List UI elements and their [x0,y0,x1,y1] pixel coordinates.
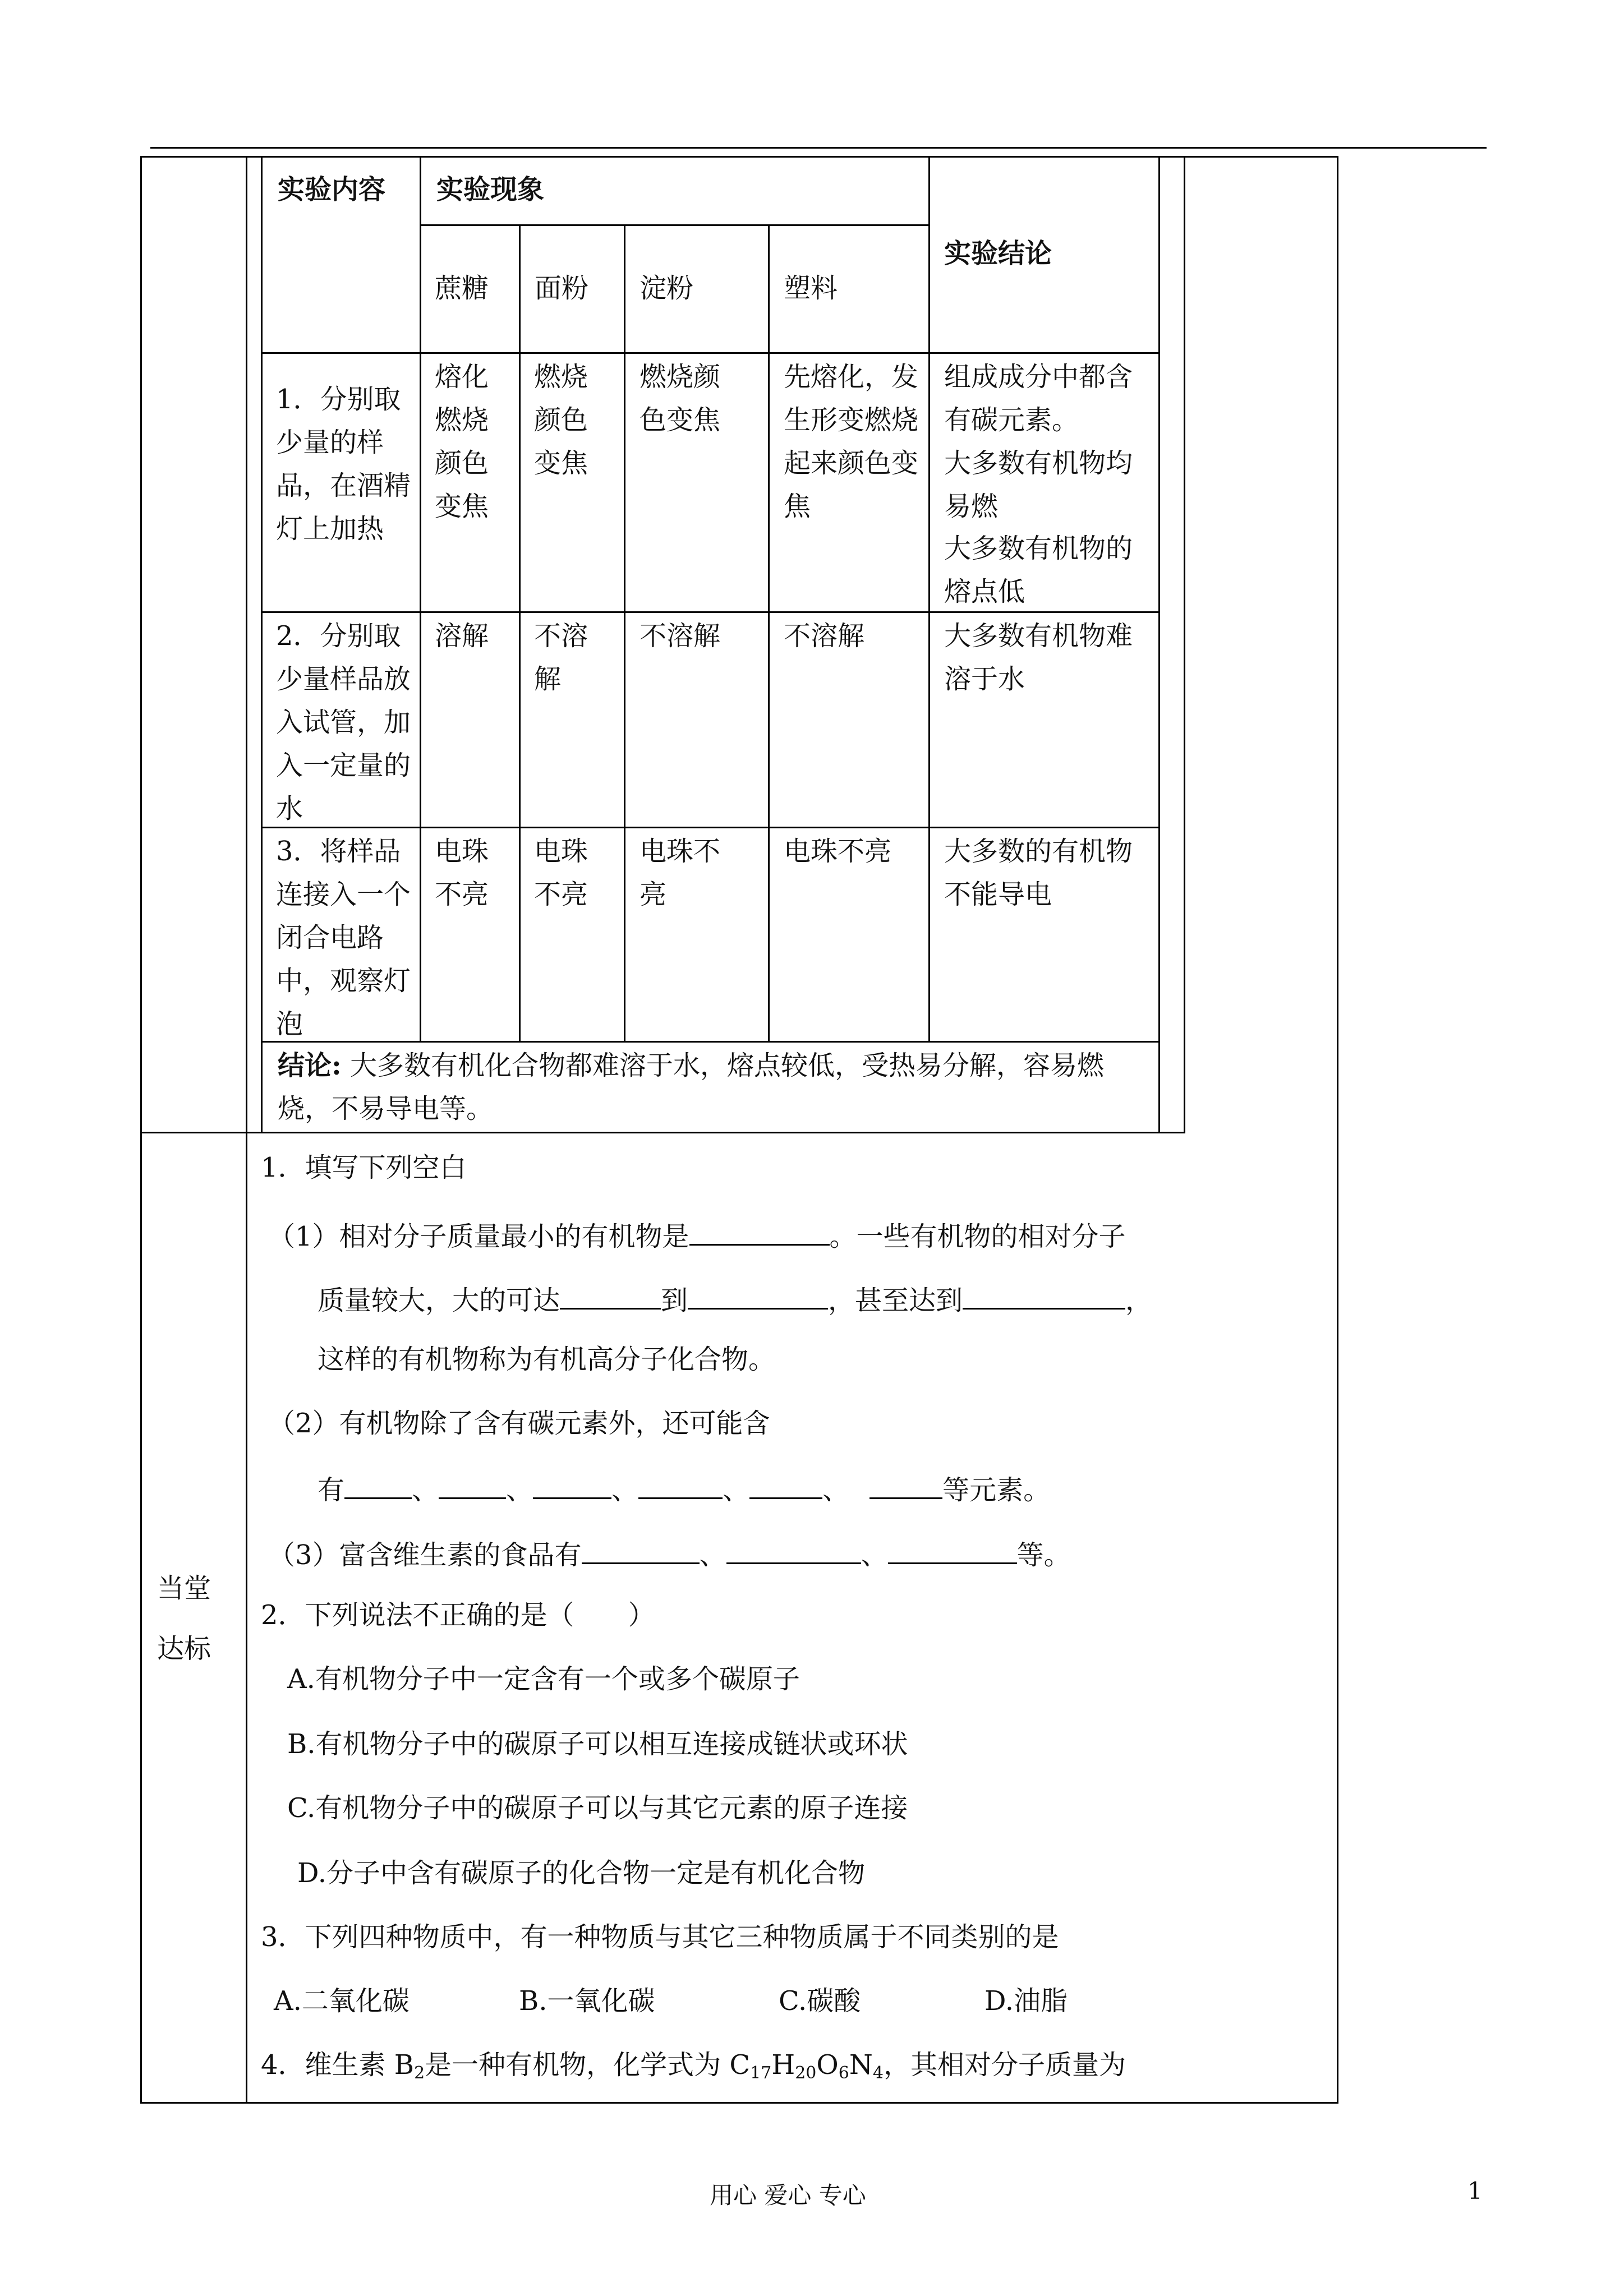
section-label-2: 达标 [157,1633,211,1665]
separator: 、 [611,1474,639,1506]
answer-blank[interactable] [638,1465,723,1499]
q4-sub-h20: 20 [795,2063,817,2083]
q4-text-n: N [849,2049,873,2081]
q4-text-end: ，其相对分子质量为 [883,2049,1126,2081]
row1-content: 1．分别取少量的样品，在酒精灯上加热 [276,384,411,545]
page-number: 1 [1467,2177,1483,2205]
answer-blank[interactable] [560,1275,661,1310]
q2-option-a: A.有机物分子中一定含有一个或多个碳原子 [287,1663,800,1695]
q4-sub-o6: 6 [838,2063,849,2083]
q1-3-text-a: （3）富含维生素的食品有 [268,1539,582,1571]
row1-sucrose: 熔化燃烧颜色变焦 [435,361,489,522]
q2-option-c: C.有机物分子中的碳原子可以与其它元素的原子连接 [287,1792,908,1824]
q4-line [261,2044,1126,2095]
answer-blank[interactable] [869,1465,942,1499]
q1-1-text-c: 质量较大，大的可达 [318,1285,560,1316]
q1-2-text-b: 有 [318,1474,345,1506]
q2-option-d: D.分子中含有碳原子的化合物一定是有机化合物 [297,1857,866,1889]
header-content: 实验内容 [278,174,386,205]
summary-text: 大多数有机化合物都难溶于水，熔点较低，受热易分解，容易燃烧，不易导电等。 [278,1050,1105,1124]
q1-1-text-a: （1）相对分子质量最小的有机物是 [268,1221,689,1252]
q4-sub-c17: 17 [750,2063,772,2083]
q4-text-c: 是一种有机物，化学式为 C [425,2049,751,2081]
q1-1-line2 [318,1275,1152,1322]
separator: 、 [822,1474,850,1506]
q2-option-b: B.有机物分子中的碳原子可以相互连接成链状或环状 [287,1728,908,1760]
q3-option-c: C.碳酸 [779,1985,861,2017]
q1-1-text-f: ， [1125,1285,1153,1316]
separator: 、 [412,1474,439,1506]
sample-sucrose: 蔗糖 [435,273,489,304]
q1-1-line1 [268,1211,1126,1258]
header-phenomena: 实验现象 [436,174,545,205]
table-summary [278,1044,1153,1131]
row3-sucrose: 电珠不亮 [435,836,489,910]
q1-1-line3: 这样的有机物称为有机高分子化合物。 [318,1344,776,1375]
row3-flour: 电珠不亮 [534,836,588,910]
separator: 、 [861,1539,888,1571]
answer-blank[interactable] [749,1465,822,1499]
row2-plastic: 不溶解 [784,620,865,652]
row2-sucrose: 溶解 [435,620,489,652]
sample-starch: 淀粉 [640,273,694,304]
row2-starch: 不溶解 [640,620,721,652]
footer-center: 用心 爱心 专心 [710,2182,866,2209]
q3-title: 3．下列四种物质中，有一种物质与其它三种物质属于不同类别的是 [261,1921,1059,1953]
row2-content: 2．分别取少量样品放入试管，加入一定量的水 [276,620,411,824]
q1-1-text-b: 。一些有机物的相对分子 [829,1221,1126,1252]
q1-2-line1: （2）有机物除了含有碳元素外，还可能含 [268,1408,770,1439]
sample-plastic: 塑料 [784,273,838,304]
separator: 、 [699,1539,726,1571]
separator: 、 [723,1474,750,1506]
summary-label: 结论: [278,1050,342,1081]
answer-blank[interactable] [439,1465,506,1499]
q4-text-h: H [771,2049,795,2081]
answer-blank[interactable] [582,1530,700,1564]
header-rule [150,147,1487,149]
section-label-1: 当堂 [157,1573,211,1604]
q1-3-text-end: 等。 [1016,1539,1071,1571]
q4-sub-b2: 2 [414,2063,425,2083]
q4-sub-n4: 4 [872,2063,884,2083]
q3-option-b: B.一氧化碳 [519,1985,655,2017]
row2-flour: 不溶解 [534,620,588,695]
answer-blank[interactable] [963,1275,1125,1310]
separator: 、 [506,1474,533,1506]
header-conclusion: 实验结论 [944,238,1052,269]
q1-2-text-end: 等元素。 [942,1474,1051,1506]
q1-1-text-d: 到 [661,1285,688,1316]
q1-2-line2 [318,1465,1050,1512]
row3-content: 3．将样品连接入一个闭合电路中，观察灯泡 [276,836,411,1040]
sample-flour: 面粉 [535,273,589,304]
row2-conclusion: 大多数有机物难溶于水 [944,620,1133,695]
q3-option-a: A.二氧化碳 [274,1985,410,2017]
q3-option-d: D.油脂 [984,1985,1068,2017]
row1-starch: 燃烧颜色变焦 [640,361,721,436]
row1-flour: 燃烧颜色变焦 [534,361,588,479]
row3-conclusion: 大多数的有机物不能导电 [944,836,1133,910]
row3-plastic: 电珠不亮 [784,836,892,867]
q1-title: 1．填写下列空白 [261,1152,467,1183]
q4-text-a: 4．维生素 B [261,2049,415,2081]
q4-text-o: O [816,2049,839,2081]
answer-blank[interactable] [533,1465,611,1499]
answer-blank[interactable] [726,1530,861,1564]
q1-1-text-e: ，甚至达到 [828,1285,963,1316]
row3-starch: 电珠不亮 [640,836,721,910]
answer-blank[interactable] [689,1211,830,1246]
row1-plastic: 先熔化，发生形变燃烧起来颜色变焦 [784,361,919,522]
answer-blank[interactable] [688,1275,828,1310]
q2-title: 2．下列说法不正确的是（ ） [261,1599,655,1631]
row1-conclusion-2: 大多数有机物均易燃 [944,448,1133,522]
answer-blank[interactable] [344,1465,412,1499]
q1-3-line [268,1530,1071,1577]
answer-blank[interactable] [888,1530,1017,1564]
row1-conclusion-1: 组成成分中都含有碳元素。 [944,361,1133,436]
row1-conclusion-3: 大多数有机物的熔点低 [944,533,1133,607]
